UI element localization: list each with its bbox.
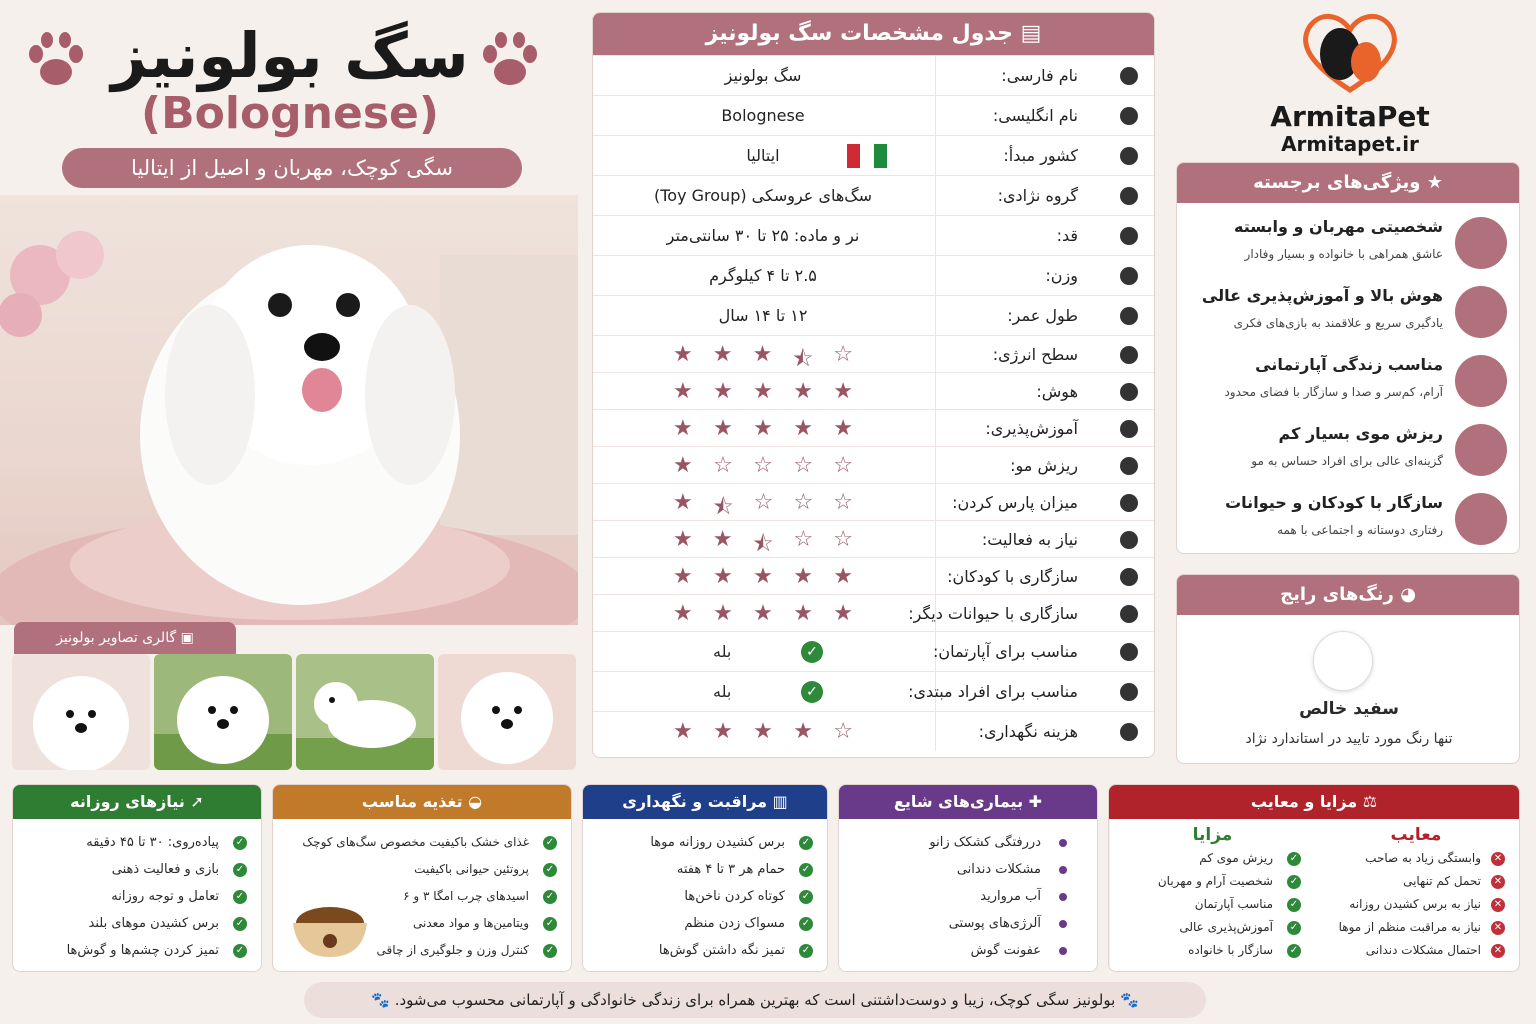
list-item: ✓ کنترل وزن و جلوگیری از چاقی bbox=[287, 937, 557, 964]
heart-icon bbox=[1455, 217, 1507, 269]
page-title: سگ بولونیز bbox=[111, 19, 469, 92]
feature-title: شخصیتی مهربان و وابسته bbox=[1234, 217, 1443, 236]
daily-needs-header: ➚ نیازهای روزانه bbox=[13, 785, 261, 819]
feature-desc: گزینه‌ای عالی برای افراد حساس به مو bbox=[1251, 454, 1443, 468]
x-icon: ✕ bbox=[1491, 852, 1505, 866]
pros-title: مزایا bbox=[1192, 825, 1233, 845]
spec-row bbox=[593, 335, 1155, 372]
spec-value: بله bbox=[713, 682, 732, 701]
spec-label: نام انگلیسی: bbox=[992, 106, 1078, 125]
rating-star: ☆ bbox=[793, 489, 814, 515]
spec-value: ۲.۵ تا ۴ کیلوگرم bbox=[709, 266, 817, 285]
rating-star: ⯪ bbox=[792, 346, 814, 372]
x-icon: ✕ bbox=[1491, 944, 1505, 958]
footer-banner: 🐾 بولونیز سگی کوچک، زیبا و دوست‌داشتنی است که بهترین همراه برای زندگی خانوادگی و آپارتمانی محسوب می‌شود. 🐾 bbox=[304, 982, 1206, 1018]
nutrition-panel bbox=[272, 784, 572, 972]
diseases-header: ✚ بیماری‌های شایع bbox=[839, 785, 1097, 819]
list-item: ✕ نیاز به مراقبت منظم از موها bbox=[1327, 916, 1505, 939]
check-icon: ✓ bbox=[543, 836, 557, 850]
spec-row bbox=[593, 557, 1155, 594]
running-icon: ➚ bbox=[184, 792, 204, 811]
star-rating bbox=[673, 416, 853, 441]
check-icon: ✓ bbox=[1287, 875, 1301, 889]
rating-star: ☆ bbox=[833, 341, 853, 367]
rating-label: نیاز به فعالیت: bbox=[981, 529, 1078, 549]
list-item: ✓ شخصیت آرام و مهربان bbox=[1124, 870, 1301, 893]
gallery-label: ▣ گالری تصاویر بولونیز bbox=[14, 622, 236, 654]
list-item: ✓ پیاده‌روی: ۳۰ تا ۴۵ دقیقه bbox=[27, 829, 247, 856]
feature-title: هوش بالا و آموزش‌پذیری عالی bbox=[1201, 286, 1443, 305]
star-icon: ★ bbox=[1420, 172, 1443, 193]
spec-row bbox=[593, 55, 1155, 95]
spec-value: Bolognese bbox=[721, 106, 805, 125]
rating-star: ★ bbox=[753, 719, 773, 744]
pros-column bbox=[1109, 819, 1315, 972]
gallery-thumbnail[interactable] bbox=[12, 654, 150, 770]
list-item: ✕ احتمال مشکلات دندانی bbox=[1327, 939, 1505, 962]
list-item: ✓ اسیدهای چرب امگا ۳ و ۶ bbox=[287, 883, 557, 910]
rating-star: ★ bbox=[793, 563, 813, 589]
food-bowl-icon bbox=[287, 893, 373, 963]
rating-star: ☆ bbox=[753, 489, 774, 515]
running-dog-icon bbox=[1116, 527, 1142, 553]
list-item: آلرژی‌های پوستی bbox=[853, 910, 1067, 937]
bullet-dot-icon bbox=[1059, 947, 1067, 955]
rating-star: ★ bbox=[673, 600, 693, 626]
rating-star: ★ bbox=[833, 378, 853, 404]
clipboard-icon: ▤ bbox=[1012, 21, 1042, 46]
ruler-icon bbox=[1116, 223, 1142, 249]
rating-label: سازگاری با حیوانات دیگر: bbox=[908, 603, 1078, 623]
check-icon: ✓ bbox=[543, 944, 557, 958]
photo-gallery bbox=[12, 654, 576, 770]
rating-star: ☆ bbox=[833, 452, 853, 478]
list-item: ✓ بازی و فعالیت ذهنی bbox=[27, 856, 247, 883]
spec-label: وزن: bbox=[1045, 266, 1078, 285]
pros-cons-panel bbox=[1108, 784, 1520, 972]
dollar-icon bbox=[1116, 719, 1142, 745]
rating-star: ★ bbox=[712, 341, 733, 367]
palette-icon: ◕ bbox=[1393, 584, 1416, 605]
feature-item bbox=[1176, 416, 1519, 484]
check-icon: ✓ bbox=[1287, 921, 1301, 935]
features-panel bbox=[1176, 162, 1520, 554]
feature-title: ریزش موی بسیار کم bbox=[1278, 424, 1443, 443]
feature-item bbox=[1176, 278, 1519, 346]
rating-star: ★ bbox=[673, 452, 693, 478]
white-color-swatch bbox=[1313, 631, 1373, 691]
paw-icon: 🐾 bbox=[1115, 991, 1139, 1009]
star-rating bbox=[673, 453, 853, 478]
list-item: ✓ سازگار با خانواده bbox=[1124, 939, 1301, 962]
list-item: ✕ تحمل کم تنهایی bbox=[1327, 870, 1505, 893]
rating-star: ☆ bbox=[753, 452, 773, 478]
rating-star: ★ bbox=[673, 378, 693, 404]
rating-label: ریزش مو: bbox=[1010, 455, 1078, 475]
list-item: دررفتگی کشکک زانو bbox=[853, 829, 1067, 856]
rating-star: ★ bbox=[753, 600, 773, 626]
paw-icon bbox=[1116, 601, 1142, 627]
spec-table bbox=[592, 12, 1155, 758]
feature-desc: یادگیری سریع و علاقمند به بازی‌های فکری bbox=[1233, 316, 1443, 330]
logo-site: Armitapet.ir bbox=[1281, 132, 1419, 156]
cons-title: معایب bbox=[1390, 825, 1442, 845]
spec-row bbox=[593, 520, 1155, 557]
rating-star: ☆ bbox=[713, 452, 733, 478]
spec-value: سگ‌های عروسکی (Toy Group) bbox=[653, 186, 872, 205]
rating-star: ★ bbox=[713, 415, 733, 441]
rating-star: ☆ bbox=[833, 526, 853, 552]
rating-star: ★ bbox=[713, 563, 733, 589]
spec-row bbox=[593, 594, 1155, 631]
feature-title: مناسب زندگی آپارتمانی bbox=[1255, 355, 1443, 374]
list-item: ✓ تمیز کردن چشم‌ها و گوش‌ها bbox=[27, 937, 247, 964]
x-icon: ✕ bbox=[1491, 921, 1505, 935]
rating-star: ★ bbox=[793, 600, 813, 626]
gallery-thumbnail[interactable] bbox=[296, 654, 434, 770]
check-icon: ✓ bbox=[233, 944, 247, 958]
spec-label: مناسب برای آپارتمان: bbox=[932, 642, 1078, 661]
spec-value: نر و ماده: ۲۵ تا ۳۰ سانتی‌متر bbox=[666, 226, 860, 245]
spec-label: کشور مبدأ: bbox=[1003, 146, 1078, 165]
building-icon bbox=[1116, 639, 1142, 665]
spec-row bbox=[593, 372, 1155, 409]
lightning-icon bbox=[1116, 342, 1142, 368]
feature-desc: عاشق همراهی با خانواده و بسیار وفادار bbox=[1244, 247, 1443, 261]
spec-row bbox=[593, 671, 1155, 711]
nutrition-header: ◒ تغذیه مناسب bbox=[273, 785, 571, 819]
check-icon: ✓ bbox=[799, 863, 813, 877]
rating-star: ★ bbox=[793, 415, 813, 441]
list-item: ✓ ویتامین‌ها و مواد معدنی bbox=[287, 910, 557, 937]
list-item: ✓ حمام هر ۳ تا ۴ هفته bbox=[597, 856, 813, 883]
colors-panel bbox=[1176, 574, 1520, 764]
list-item: ✕ نیاز به برس کشیدن روزانه bbox=[1327, 893, 1505, 916]
star-rating bbox=[673, 379, 853, 404]
logo-name: ArmitaPet bbox=[1270, 100, 1430, 133]
rating-star: ★ bbox=[713, 378, 733, 404]
diseases-panel bbox=[838, 784, 1098, 972]
rating-star: ★ bbox=[673, 489, 693, 515]
rating-star: ☆ bbox=[793, 526, 814, 552]
list-item: ✓ مناسب آپارتمان bbox=[1124, 893, 1301, 916]
family-icon bbox=[1116, 564, 1142, 590]
pros-cons-header: ⚖ مزایا و معایب bbox=[1109, 785, 1519, 819]
star-rating bbox=[673, 719, 853, 744]
tagline-banner: سگی کوچک، مهربان و اصیل از ایتالیا bbox=[62, 148, 522, 188]
list-item: ✓ برس کشیدن موهای بلند bbox=[27, 910, 247, 937]
check-icon: ✓ bbox=[1287, 898, 1301, 912]
spec-row bbox=[593, 215, 1155, 255]
italy-flag-icon bbox=[847, 144, 887, 168]
check-icon: ✓ bbox=[233, 863, 247, 877]
color-desc: تنها رنگ مورد تایید در استاندارد نژاد bbox=[1245, 731, 1453, 747]
scale-icon: ⚖ bbox=[1357, 792, 1378, 811]
rating-star: ★ bbox=[753, 415, 773, 441]
spec-label: نام فارسی: bbox=[1001, 66, 1078, 85]
spec-row bbox=[593, 409, 1155, 446]
list-item: ✓ تعامل و توجه روزانه bbox=[27, 883, 247, 910]
food-bowl-icon: ◒ bbox=[462, 792, 483, 811]
check-icon: ✓ bbox=[801, 641, 823, 663]
spec-row bbox=[593, 446, 1155, 483]
star-rating bbox=[673, 564, 853, 589]
spec-row bbox=[593, 95, 1155, 135]
check-icon: ✓ bbox=[543, 917, 557, 931]
spec-label: طول عمر: bbox=[1007, 306, 1078, 325]
rating-star: ★ bbox=[673, 719, 693, 744]
globe-icon bbox=[1116, 103, 1142, 129]
rating-star: ★ bbox=[793, 378, 813, 404]
list-item: ✓ ریزش موی کم bbox=[1124, 847, 1301, 870]
spec-row bbox=[593, 631, 1155, 671]
person-icon bbox=[1116, 679, 1142, 705]
check-icon: ✓ bbox=[801, 681, 823, 703]
list-item: آب مروارید bbox=[853, 883, 1067, 910]
logo-pets-icon bbox=[1290, 4, 1410, 98]
rating-star: ☆ bbox=[793, 452, 813, 478]
check-icon: ✓ bbox=[543, 863, 557, 877]
spec-row bbox=[593, 711, 1155, 751]
hero-dog-photo bbox=[0, 195, 578, 625]
house-icon bbox=[1455, 355, 1507, 407]
spec-row bbox=[593, 295, 1155, 335]
family-icon bbox=[1455, 493, 1507, 545]
bullet-dot-icon bbox=[1059, 866, 1067, 874]
rating-star: ★ bbox=[833, 563, 853, 589]
list-item: ✓ پروتئین حیوانی باکیفیت bbox=[287, 856, 557, 883]
group-icon bbox=[1116, 183, 1142, 209]
spec-value: ایتالیا bbox=[746, 146, 780, 165]
spec-row bbox=[593, 135, 1155, 175]
rating-star: ★ bbox=[673, 415, 693, 441]
spec-row bbox=[593, 483, 1155, 520]
rating-star: ★ bbox=[793, 719, 813, 744]
feature-desc: آرام، کم‌سر و صدا و سازگار با فضای محدود bbox=[1224, 385, 1443, 399]
cons-column bbox=[1313, 819, 1519, 972]
page-subtitle: (Bolognese) bbox=[141, 88, 439, 139]
star-rating bbox=[673, 601, 853, 626]
paw-icon: 🐾 bbox=[371, 991, 395, 1009]
spec-value: ۱۲ تا ۱۴ سال bbox=[718, 306, 808, 325]
list-item: ✓ غذای خشک باکیفیت مخصوص سگ‌های کوچک bbox=[287, 829, 557, 856]
list-item: ✓ کوتاه کردن ناخن‌ها bbox=[597, 883, 813, 910]
medical-cross-icon: ✚ bbox=[1023, 792, 1043, 811]
camera-icon: ▣ bbox=[176, 630, 194, 646]
bullet-dot-icon bbox=[1059, 893, 1067, 901]
colors-header: ◕ رنگ‌های رایج bbox=[1177, 575, 1519, 615]
list-item: ✓ تمیز نگه داشتن گوش‌ها bbox=[597, 937, 813, 964]
weight-icon bbox=[1116, 263, 1142, 289]
spec-table-header: ▤ جدول مشخصات سگ بولونیز bbox=[593, 13, 1154, 55]
feature-item bbox=[1176, 485, 1519, 553]
check-icon: ✓ bbox=[799, 836, 813, 850]
care-panel bbox=[582, 784, 828, 972]
rating-star: ☆ bbox=[833, 489, 853, 515]
megaphone-icon bbox=[1116, 490, 1142, 516]
rating-star: ★ bbox=[673, 341, 693, 367]
check-icon: ✓ bbox=[233, 890, 247, 904]
rating-star: ⯪ bbox=[712, 494, 734, 520]
spec-row bbox=[593, 255, 1155, 295]
spec-label: گروه نژادی: bbox=[997, 186, 1078, 205]
x-icon: ✕ bbox=[1491, 875, 1505, 889]
rating-star: ★ bbox=[673, 563, 693, 589]
comb-icon: ▥ bbox=[767, 792, 788, 811]
rating-label: سازگاری با کودکان: bbox=[947, 566, 1078, 586]
feature-desc: رفتاری دوستانه و اجتماعی با همه bbox=[1277, 523, 1443, 537]
rating-star: ★ bbox=[713, 600, 733, 626]
list-item: ✕ وابستگی زیاد به صاحب bbox=[1327, 847, 1505, 870]
hourglass-icon bbox=[1116, 303, 1142, 329]
rating-star: ★ bbox=[833, 600, 853, 626]
check-icon: ✓ bbox=[233, 836, 247, 850]
rating-star: ★ bbox=[712, 526, 733, 552]
armitapet-logo bbox=[1240, 4, 1460, 154]
check-icon: ✓ bbox=[799, 944, 813, 958]
location-pin-icon bbox=[1116, 143, 1142, 169]
feature-item bbox=[1176, 209, 1519, 277]
check-icon: ✓ bbox=[799, 890, 813, 904]
rating-star: ★ bbox=[673, 526, 693, 552]
rating-label: میزان پارس کردن: bbox=[952, 492, 1078, 512]
rating-star: ★ bbox=[833, 415, 853, 441]
spec-label: مناسب برای افراد مبتدی: bbox=[908, 682, 1078, 701]
rating-label: هزینه نگهداری: bbox=[978, 722, 1078, 741]
list-item: ✓ آموزش‌پذیری عالی bbox=[1124, 916, 1301, 939]
spec-value: بله bbox=[713, 642, 732, 661]
bullet-dot-icon bbox=[1059, 920, 1067, 928]
rating-label: آموزش‌پذیری: bbox=[985, 418, 1078, 438]
check-icon: ✓ bbox=[543, 890, 557, 904]
gallery-thumbnail[interactable] bbox=[438, 654, 576, 770]
check-icon: ✓ bbox=[1287, 944, 1301, 958]
feature-title: سازگار با کودکان و حیوانات bbox=[1225, 493, 1443, 512]
features-header: ★ ویژگی‌های برجسته bbox=[1177, 163, 1519, 203]
brain-icon bbox=[1455, 286, 1507, 338]
color-name: سفید خالص bbox=[1299, 699, 1399, 719]
check-icon: ✓ bbox=[799, 917, 813, 931]
graduation-cap-icon bbox=[1116, 416, 1142, 442]
list-item: عفونت گوش bbox=[853, 937, 1067, 964]
drop-icon bbox=[1455, 424, 1507, 476]
dog-icon bbox=[1116, 63, 1142, 89]
list-item: ✓ مسواک زدن منظم bbox=[597, 910, 813, 937]
rating-star: ★ bbox=[752, 341, 773, 367]
daily-needs-panel bbox=[12, 784, 262, 972]
rating-star: ⯪ bbox=[752, 531, 774, 557]
spec-label: قد: bbox=[1056, 226, 1078, 245]
brain-icon bbox=[1116, 379, 1142, 405]
care-header: ▥ مراقبت و نگهداری bbox=[583, 785, 827, 819]
rating-star: ★ bbox=[713, 719, 733, 744]
rating-star: ★ bbox=[753, 378, 773, 404]
rating-label: هوش: bbox=[1036, 381, 1078, 401]
bullet-dot-icon bbox=[1059, 839, 1067, 847]
x-icon: ✕ bbox=[1491, 898, 1505, 912]
check-icon: ✓ bbox=[1287, 852, 1301, 866]
spec-value: سگ بولونیز bbox=[724, 66, 802, 85]
check-icon: ✓ bbox=[233, 917, 247, 931]
rating-star: ☆ bbox=[833, 719, 853, 744]
hair-icon bbox=[1116, 453, 1142, 479]
rating-star: ★ bbox=[753, 563, 773, 589]
list-item: مشکلات دندانی bbox=[853, 856, 1067, 883]
gallery-thumbnail[interactable] bbox=[154, 654, 292, 770]
feature-item bbox=[1176, 347, 1519, 415]
rating-label: سطح انرژی: bbox=[992, 344, 1078, 364]
spec-row bbox=[593, 175, 1155, 215]
list-item: ✓ برس کشیدن روزانه موها bbox=[597, 829, 813, 856]
